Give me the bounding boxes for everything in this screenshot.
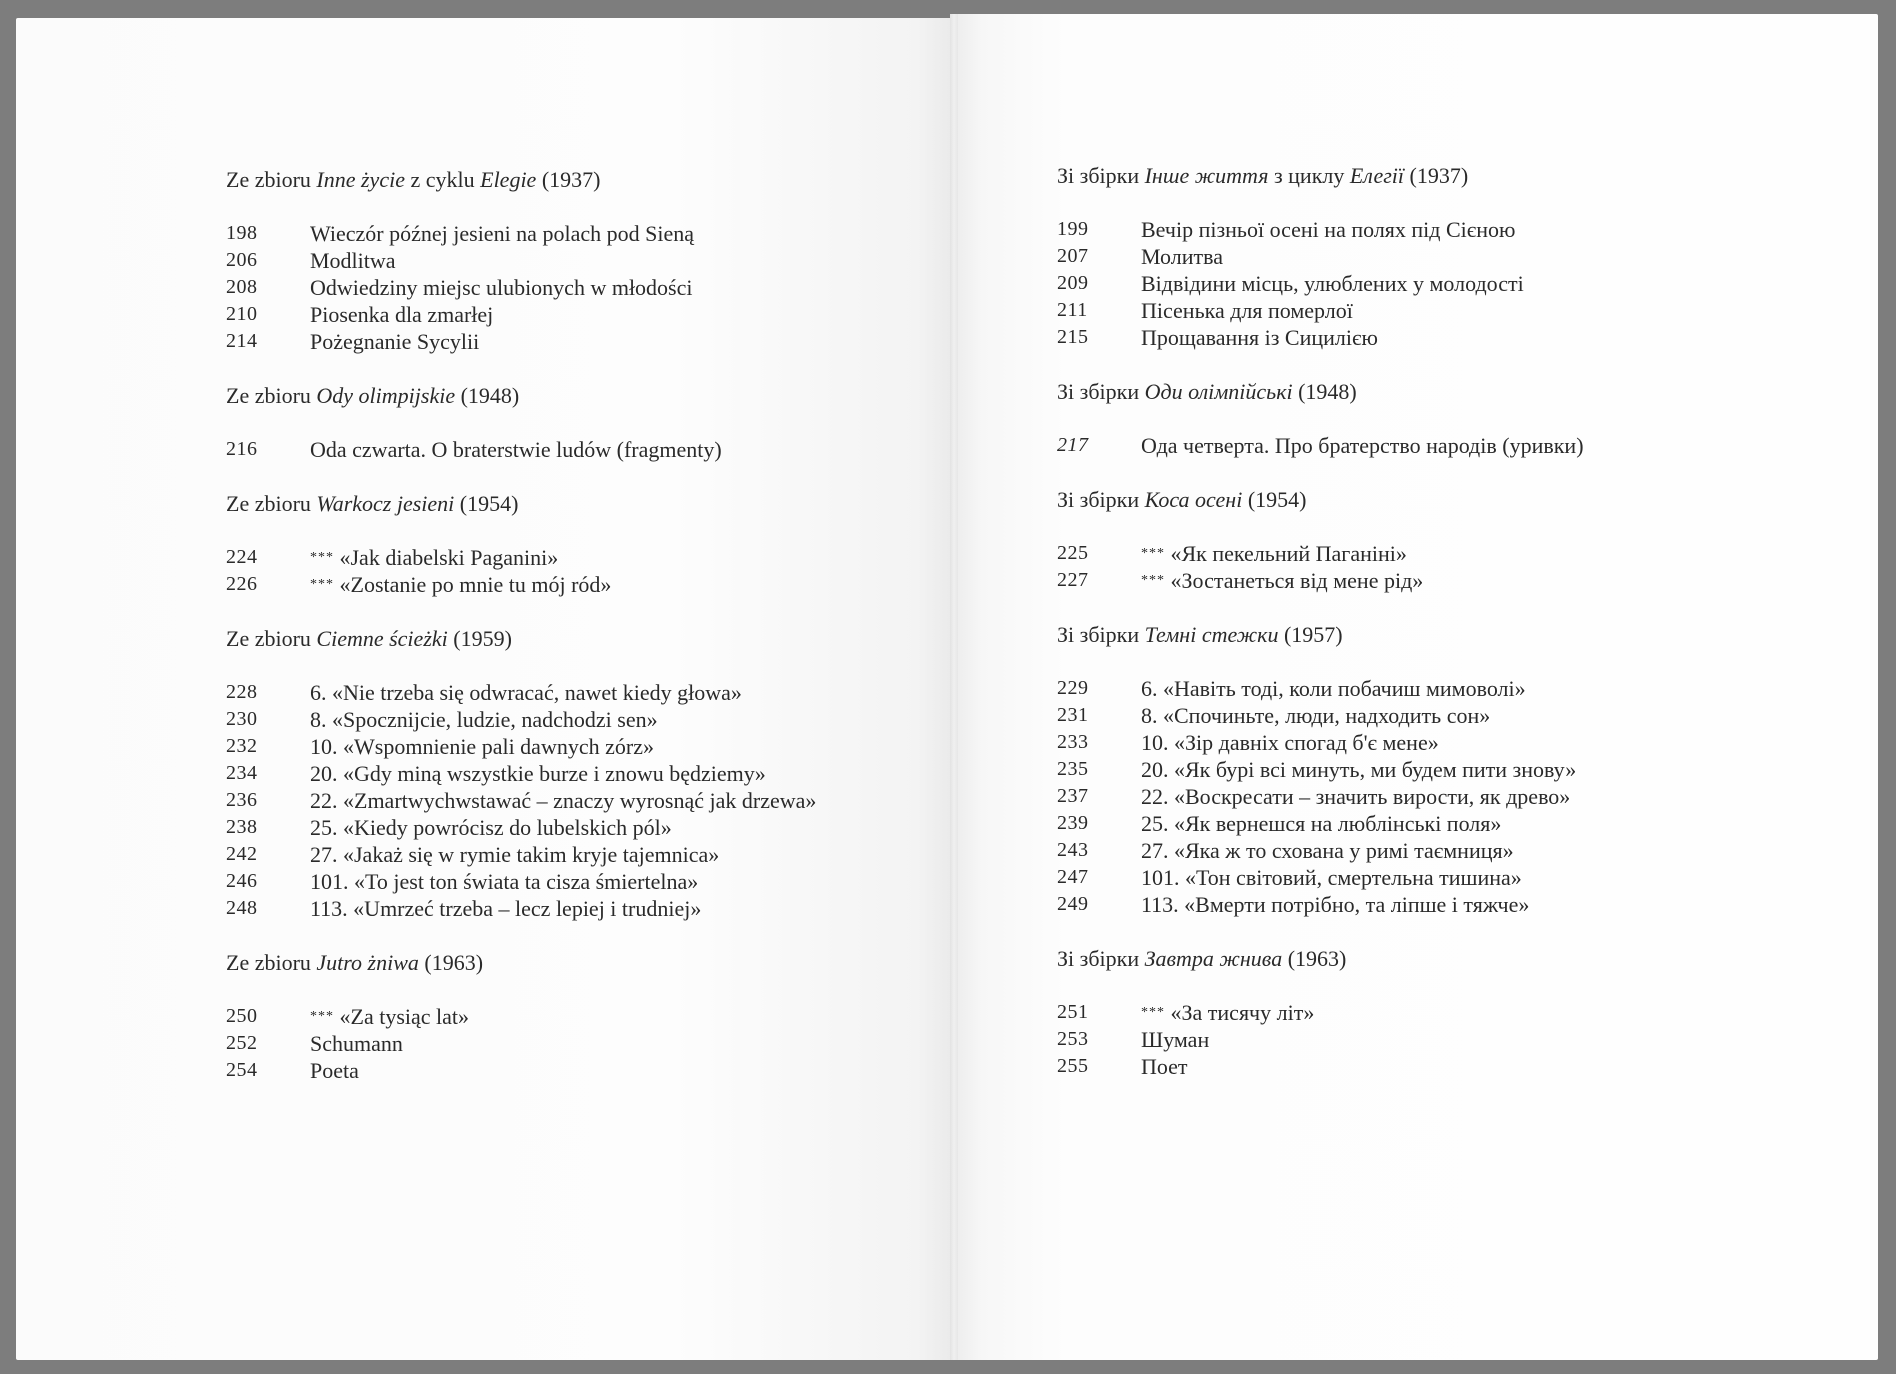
toc-entry xyxy=(1057,432,1757,459)
cycle-title: Елегії xyxy=(1349,163,1405,188)
page-number: 234 xyxy=(226,762,258,784)
page-number: 210 xyxy=(226,303,258,325)
collection-year: (1963) xyxy=(1287,946,1347,971)
page-number: 225 xyxy=(1057,542,1089,564)
page-number: 198 xyxy=(226,222,258,244)
entry-title xyxy=(1141,810,1757,837)
entry-title xyxy=(310,274,926,301)
right-page-contents xyxy=(1057,162,1757,1107)
collection-title: Jutro żniwa xyxy=(316,950,419,975)
page-number: 233 xyxy=(1057,731,1089,753)
asterism: *** xyxy=(310,1009,334,1024)
page-number: 232 xyxy=(226,735,258,757)
toc-entry xyxy=(226,895,926,922)
heading-prefix: Ze zbioru xyxy=(226,383,311,408)
section-heading xyxy=(1057,621,1757,648)
entry-title xyxy=(310,814,926,841)
entry-title-text: Oda czwarta. O braterstwie ludów (fragmenty) xyxy=(310,437,722,462)
toc-entry xyxy=(226,301,926,328)
entry-title-text: 20. «Gdy miną wszystkie burze i znowu będziemy» xyxy=(310,761,766,786)
entry-title-text: 6. «Навіть тоді, коли побачиш мимоволі» xyxy=(1141,676,1526,701)
entry-title xyxy=(310,868,926,895)
collection-year: (1937) xyxy=(541,167,601,192)
page-number: 249 xyxy=(1057,893,1089,915)
page-number: 243 xyxy=(1057,839,1089,861)
collection-title: Темні стежки xyxy=(1144,622,1279,647)
collection-title: Warkocz jesieni xyxy=(316,491,455,516)
entry-list xyxy=(1057,216,1757,351)
entry-title-text: «Як пекельний Паганіні» xyxy=(1170,541,1407,566)
entry-title-text: Шуман xyxy=(1141,1027,1210,1052)
toc-entry xyxy=(226,1030,926,1057)
entry-title xyxy=(310,679,926,706)
page-number: 206 xyxy=(226,249,258,271)
toc-entry xyxy=(1057,216,1757,243)
entry-title-text: Piosenka dla zmarłej xyxy=(310,302,494,327)
entry-title-text: 10. «Зір давніх спогад б'є мене» xyxy=(1141,730,1439,755)
entry-title-text: Відвідини місць, улюблених у молодості xyxy=(1141,271,1524,296)
collection-title: Ciemne ścieżki xyxy=(316,626,448,651)
entry-title-text: Ода четверта. Про братерство народів (уривки) xyxy=(1141,433,1584,458)
entry-title-text: 101. «To jest ton świata ta cisza śmiertelna» xyxy=(310,869,699,894)
page-number: 207 xyxy=(1057,245,1089,267)
entry-title-text: 22. «Воскресати – значить вирости, як древо» xyxy=(1141,784,1571,809)
page-number: 242 xyxy=(226,843,258,865)
entry-title xyxy=(310,1003,926,1030)
entry-title-text: 113. «Вмерти потрібно, та ліпше і тяжче» xyxy=(1141,892,1530,917)
asterism: *** xyxy=(310,577,334,592)
page-number: 226 xyxy=(226,573,258,595)
entry-title xyxy=(310,301,926,328)
section-heading xyxy=(1057,945,1757,972)
entry-list xyxy=(226,220,926,355)
entry-title-text: «За тисячу літ» xyxy=(1170,1000,1315,1025)
collection-title: Інше життя xyxy=(1144,163,1269,188)
entry-title xyxy=(310,841,926,868)
entry-title xyxy=(1141,540,1757,567)
entry-title xyxy=(1141,1026,1757,1053)
entry-title-text: Modlitwa xyxy=(310,248,396,273)
heading-prefix: Ze zbioru xyxy=(226,950,311,975)
entry-list xyxy=(1057,999,1757,1080)
entry-title-text: Поет xyxy=(1141,1054,1188,1079)
page-number: 217 xyxy=(1057,434,1089,456)
collection-year: (1937) xyxy=(1409,163,1469,188)
section-heading xyxy=(1057,486,1757,513)
asterism: *** xyxy=(1141,573,1165,588)
section-heading xyxy=(1057,378,1757,405)
entry-title-text: 27. «Jakaż się w rymie takim kryje tajemnica» xyxy=(310,842,720,867)
page-number: 227 xyxy=(1057,569,1089,591)
entry-title-text: Прощавання із Сицилією xyxy=(1141,325,1378,350)
toc-entry xyxy=(1057,729,1757,756)
toc-entry xyxy=(226,733,926,760)
toc-entry xyxy=(226,544,926,571)
page-number: 252 xyxy=(226,1032,258,1054)
heading-prefix: Зі збірки xyxy=(1057,379,1140,404)
entry-title-text: Wieczór późnej jesieni na polach pod Sieną xyxy=(310,221,694,246)
entry-title-text: 25. «Kiedy powrócisz do lubelskich pól» xyxy=(310,815,672,840)
page-number: 237 xyxy=(1057,785,1089,807)
entry-title-text: 27. «Яка ж то схована у римі таємниця» xyxy=(1141,838,1514,863)
toc-entry xyxy=(226,868,926,895)
entry-title xyxy=(1141,243,1757,270)
page-number: 228 xyxy=(226,681,258,703)
heading-prefix: Зі збірки xyxy=(1057,946,1140,971)
toc-entry xyxy=(1057,270,1757,297)
page-number: 230 xyxy=(226,708,258,730)
collection-year: (1948) xyxy=(460,383,520,408)
entry-title xyxy=(310,733,926,760)
heading-prefix: Ze zbioru xyxy=(226,491,311,516)
entry-title-text: 113. «Umrzeć trzeba – lecz lepiej i trudniej» xyxy=(310,896,702,921)
entry-title xyxy=(1141,837,1757,864)
entry-title-text: «Зостанеться від мене рід» xyxy=(1170,568,1424,593)
entry-title xyxy=(1141,891,1757,918)
toc-entry xyxy=(1057,756,1757,783)
entry-title xyxy=(1141,324,1757,351)
collection-title: Inne życie xyxy=(316,167,405,192)
entry-title xyxy=(310,436,926,463)
page-number: 239 xyxy=(1057,812,1089,834)
collection-title: Коса осені xyxy=(1144,487,1243,512)
toc-entry xyxy=(226,220,926,247)
toc-entry xyxy=(1057,864,1757,891)
entry-list xyxy=(1057,432,1757,459)
page-number: 253 xyxy=(1057,1028,1089,1050)
collection-title: Оди олімпійські xyxy=(1144,379,1293,404)
page-number: 254 xyxy=(226,1059,258,1081)
entry-list xyxy=(226,436,926,463)
collection-year: (1957) xyxy=(1283,622,1343,647)
page-number: 250 xyxy=(226,1005,258,1027)
collection-title: Завтра жнива xyxy=(1144,946,1283,971)
toc-entry xyxy=(1057,324,1757,351)
entry-title-text: 22. «Zmartwychwstawać – znaczy wyrosnąć jak drzewa» xyxy=(310,788,817,813)
toc-entry xyxy=(1057,1053,1757,1080)
entry-title xyxy=(310,328,926,355)
section-heading xyxy=(226,949,926,976)
section-heading xyxy=(226,382,926,409)
entry-title xyxy=(1141,729,1757,756)
entry-title-text: «Zostanie po mnie tu mój ród» xyxy=(339,572,612,597)
entry-title xyxy=(310,1030,926,1057)
page-number: 255 xyxy=(1057,1055,1089,1077)
entry-title xyxy=(1141,270,1757,297)
entry-title-text: Пісенька для померлої xyxy=(1141,298,1353,323)
entry-title-text: Poeta xyxy=(310,1058,359,1083)
entry-title xyxy=(310,544,926,571)
toc-entry xyxy=(1057,297,1757,324)
entry-title-text: 10. «Wspomnienie pali dawnych zórz» xyxy=(310,734,654,759)
toc-entry xyxy=(1057,540,1757,567)
page-number: 248 xyxy=(226,897,258,919)
heading-cycle-prefix: z cyklu xyxy=(410,167,475,192)
toc-entry xyxy=(226,1057,926,1084)
page-number: 251 xyxy=(1057,1001,1089,1023)
page-number: 209 xyxy=(1057,272,1089,294)
entry-list xyxy=(226,1003,926,1084)
toc-entry xyxy=(1057,567,1757,594)
heading-prefix: Зі збірки xyxy=(1057,622,1140,647)
entry-title xyxy=(1141,702,1757,729)
page-number: 211 xyxy=(1057,299,1088,321)
collection-year: (1948) xyxy=(1298,379,1357,404)
entry-list xyxy=(1057,675,1757,918)
toc-entry xyxy=(226,841,926,868)
toc-entry xyxy=(1057,702,1757,729)
toc-entry xyxy=(226,787,926,814)
entry-title xyxy=(1141,432,1757,459)
asterism: *** xyxy=(1141,1005,1165,1020)
page-number: 214 xyxy=(226,330,258,352)
toc-entry xyxy=(1057,810,1757,837)
entry-title-text: 6. «Nie trzeba się odwracać, nawet kiedy głowa» xyxy=(310,680,742,705)
section-heading xyxy=(226,490,926,517)
toc-entry xyxy=(1057,999,1757,1026)
toc-entry xyxy=(226,436,926,463)
entry-title xyxy=(310,1057,926,1084)
heading-prefix: Зі збірки xyxy=(1057,487,1140,512)
page-number: 231 xyxy=(1057,704,1089,726)
asterism: *** xyxy=(1141,546,1165,561)
collection-year: (1963) xyxy=(424,950,484,975)
cycle-title: Elegie xyxy=(480,167,537,192)
entry-title xyxy=(310,220,926,247)
toc-entry xyxy=(226,328,926,355)
entry-title-text: Вечір пізньої осені на полях під Сієною xyxy=(1141,217,1516,242)
page-number: 199 xyxy=(1057,218,1089,240)
page-number: 229 xyxy=(1057,677,1089,699)
entry-title xyxy=(1141,567,1757,594)
entry-title-text: Молитва xyxy=(1141,244,1223,269)
page-number: 238 xyxy=(226,816,258,838)
toc-entry xyxy=(1057,243,1757,270)
toc-entry xyxy=(1057,675,1757,702)
entry-title-text: 25. «Як вернешся на люблінські поля» xyxy=(1141,811,1502,836)
page-number: 224 xyxy=(226,546,258,568)
entry-title xyxy=(1141,216,1757,243)
toc-entry xyxy=(226,247,926,274)
entry-title xyxy=(310,571,926,598)
page-number: 235 xyxy=(1057,758,1089,780)
collection-year: (1954) xyxy=(459,491,519,516)
entry-title-text: «Jak diabelski Paganini» xyxy=(339,545,559,570)
toc-entry xyxy=(226,706,926,733)
toc-entry xyxy=(226,679,926,706)
entry-title xyxy=(1141,864,1757,891)
entry-title xyxy=(310,895,926,922)
page-number: 215 xyxy=(1057,326,1089,348)
collection-year: (1954) xyxy=(1247,487,1307,512)
entry-title xyxy=(1141,756,1757,783)
entry-list xyxy=(226,679,926,922)
toc-entry xyxy=(1057,1026,1757,1053)
page-number: 216 xyxy=(226,438,258,460)
toc-entry xyxy=(226,1003,926,1030)
entry-title xyxy=(310,706,926,733)
entry-title xyxy=(1141,675,1757,702)
toc-entry xyxy=(226,760,926,787)
entry-title xyxy=(1141,297,1757,324)
entry-title xyxy=(1141,999,1757,1026)
entry-title-text: Pożegnanie Sycylii xyxy=(310,329,480,354)
page-number: 247 xyxy=(1057,866,1089,888)
toc-entry xyxy=(226,274,926,301)
entry-title-text: 101. «Тон світовий, смертельна тишина» xyxy=(1141,865,1522,890)
book-gutter xyxy=(950,14,958,1360)
heading-prefix: Ze zbioru xyxy=(226,167,311,192)
toc-entry xyxy=(1057,837,1757,864)
section-heading xyxy=(226,625,926,652)
entry-title xyxy=(310,247,926,274)
page-number: 236 xyxy=(226,789,258,811)
entry-title xyxy=(310,760,926,787)
asterism: *** xyxy=(310,550,334,565)
entry-list xyxy=(1057,540,1757,594)
collection-title: Ody olimpijskie xyxy=(316,383,456,408)
entry-title xyxy=(310,787,926,814)
toc-entry xyxy=(226,814,926,841)
toc-entry xyxy=(1057,891,1757,918)
entry-title-text: Schumann xyxy=(310,1031,403,1056)
entry-title-text: «Za tysiąc lat» xyxy=(339,1004,470,1029)
entry-title-text: Odwiedziny miejsc ulubionych w młodości xyxy=(310,275,693,300)
entry-title-text: 8. «Spocznijcie, ludzie, nadchodzi sen» xyxy=(310,707,658,732)
toc-entry xyxy=(226,571,926,598)
section-heading xyxy=(226,166,926,193)
heading-prefix: Ze zbioru xyxy=(226,626,311,651)
entry-title xyxy=(1141,783,1757,810)
section-heading xyxy=(1057,162,1757,189)
page-number: 208 xyxy=(226,276,258,298)
heading-cycle-prefix: з циклу xyxy=(1273,163,1345,188)
collection-year: (1959) xyxy=(453,626,512,651)
toc-entry xyxy=(1057,783,1757,810)
heading-prefix: Зі збірки xyxy=(1057,163,1140,188)
entry-list xyxy=(226,544,926,598)
entry-title-text: 8. «Спочиньте, люди, надходить сон» xyxy=(1141,703,1491,728)
entry-title xyxy=(1141,1053,1757,1080)
entry-title-text: 20. «Як бурі всі минуть, ми будем пити знову» xyxy=(1141,757,1577,782)
page-number: 246 xyxy=(226,870,258,892)
left-page-contents xyxy=(226,166,926,1111)
